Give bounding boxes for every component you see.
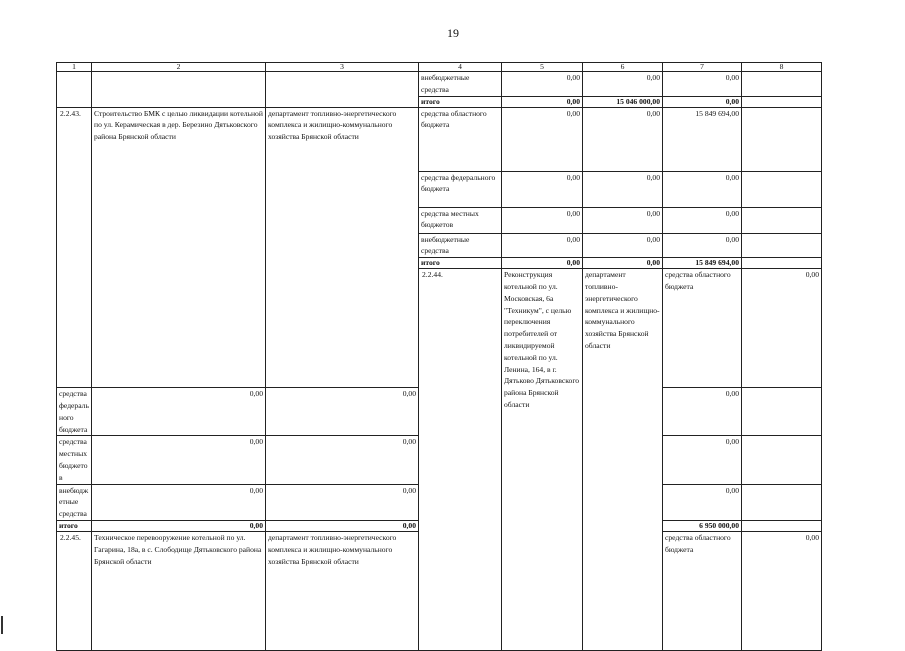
amount-col-5: 0,00 — [92, 520, 266, 531]
amount-col-6: 0,00 — [583, 258, 663, 269]
amount-col-6: 0,00 — [583, 233, 663, 258]
funding-source: внебюджетные средства — [419, 72, 502, 97]
funding-source: средства областного бюджета — [419, 107, 502, 171]
amount-col-5: 0,00 — [742, 531, 822, 650]
amount-col-7: 0,00 — [663, 484, 742, 520]
amount-col-8 — [742, 207, 822, 233]
total-label: итого — [57, 520, 92, 531]
table-row — [57, 72, 822, 97]
amount-col-8 — [742, 436, 822, 484]
amount-col-7: 0,00 — [663, 171, 742, 207]
amount-col-5: 0,00 — [742, 269, 822, 388]
funding-source: средства федерального бюджета — [57, 388, 92, 436]
amount-col-8 — [742, 484, 822, 520]
amount-col-8 — [742, 96, 822, 107]
amount-col-6: 0,00 — [266, 484, 419, 520]
amount-col-5: 0,00 — [502, 207, 583, 233]
amount-col-7: 0,00 — [663, 72, 742, 97]
amount-col-6: 0,00 — [583, 72, 663, 97]
column-number-1: 1 — [57, 63, 92, 72]
amount-col-8 — [742, 107, 822, 171]
continued-name — [92, 72, 266, 108]
amount-col-6: 0,00 — [266, 436, 419, 484]
item-code: 2.2.44. — [419, 269, 502, 651]
table-row — [57, 107, 822, 171]
scan-edge-mark — [1, 616, 3, 634]
table-body — [57, 72, 822, 651]
amount-col-7: 6 950 000,00 — [663, 520, 742, 531]
item-executor: департамент топливно-энергетического комплекса и жилищно-коммунального хозяйства Брянской области — [583, 269, 663, 651]
amount-col-5: 0,00 — [502, 233, 583, 258]
amount-col-6: 0,00 — [266, 520, 419, 531]
total-label: итого — [419, 258, 502, 269]
item-executor: департамент топливно-энергетического комплекса и жилищно-коммунального хозяйства Брянской области — [266, 107, 419, 388]
funding-source: средства местных бюджетов — [419, 207, 502, 233]
amount-col-6: 0,00 — [266, 388, 419, 436]
column-number-3: 3 — [266, 63, 419, 72]
item-code: 2.2.43. — [57, 107, 92, 388]
column-number-5: 5 — [502, 63, 583, 72]
amount-col-5: 0,00 — [92, 436, 266, 484]
column-number-6: 6 — [583, 63, 663, 72]
column-number-row — [57, 63, 822, 72]
item-executor: департамент топливно-энергетического комплекса и жилищно-коммунального хозяйства Брянской области — [266, 531, 419, 650]
amount-col-8 — [742, 258, 822, 269]
continued-executor — [266, 72, 419, 108]
column-number-8: 8 — [742, 63, 822, 72]
item-name: Реконструкция котельной по ул. Московская, 6а "Техникум", с целью переключения потребителей от ликвидируемой котельной по ул. Ленина, 164, в г. Дятьково Дятьковского района Брянской области — [502, 269, 583, 651]
column-number-4: 4 — [419, 63, 502, 72]
amount-col-5: 0,00 — [92, 388, 266, 436]
amount-col-8 — [742, 233, 822, 258]
amount-col-7: 0,00 — [663, 96, 742, 107]
amount-col-5: 0,00 — [502, 171, 583, 207]
amount-col-7: 15 849 694,00 — [663, 107, 742, 171]
funding-source: внебюджетные средства — [57, 484, 92, 520]
amount-col-8 — [742, 72, 822, 97]
amount-col-8 — [742, 520, 822, 531]
amount-col-5: 0,00 — [502, 72, 583, 97]
item-code: 2.2.45. — [57, 531, 92, 650]
item-name: Строительство БМК с целью ликвидации котельной по ул. Керамическая в дер. Березино Дятьковского района Брянской области — [92, 107, 266, 388]
amount-col-7: 0,00 — [663, 233, 742, 258]
column-number-2: 2 — [92, 63, 266, 72]
funding-source: средства федерального бюджета — [419, 171, 502, 207]
budget-table — [56, 62, 822, 651]
amount-col-6: 0,00 — [583, 107, 663, 171]
total-label: итого — [419, 96, 502, 107]
item-name: Техническое перевооружение котельной по ул. Гагарина, 18а, в с. Слободище Дятьковского района Брянской области — [92, 531, 266, 650]
amount-col-7: 0,00 — [663, 207, 742, 233]
continued-code — [57, 72, 92, 108]
column-number-7: 7 — [663, 63, 742, 72]
amount-col-6: 0,00 — [583, 207, 663, 233]
amount-col-7: 0,00 — [663, 436, 742, 484]
amount-col-8 — [742, 171, 822, 207]
funding-source: средства местных бюджетов — [57, 436, 92, 484]
amount-col-6: 15 046 000,00 — [583, 96, 663, 107]
amount-col-5: 0,00 — [92, 484, 266, 520]
funding-source: средства областного бюджета — [663, 269, 742, 388]
funding-source: внебюджетные средства — [419, 233, 502, 258]
funding-source: средства областного бюджета — [663, 531, 742, 650]
amount-col-6: 0,00 — [583, 171, 663, 207]
amount-col-7: 15 849 694,00 — [663, 258, 742, 269]
amount-col-8 — [742, 388, 822, 436]
amount-col-5: 0,00 — [502, 96, 583, 107]
amount-col-5: 0,00 — [502, 258, 583, 269]
page-number: 19 — [447, 26, 459, 40]
amount-col-5: 0,00 — [502, 107, 583, 171]
amount-col-7: 0,00 — [663, 388, 742, 436]
